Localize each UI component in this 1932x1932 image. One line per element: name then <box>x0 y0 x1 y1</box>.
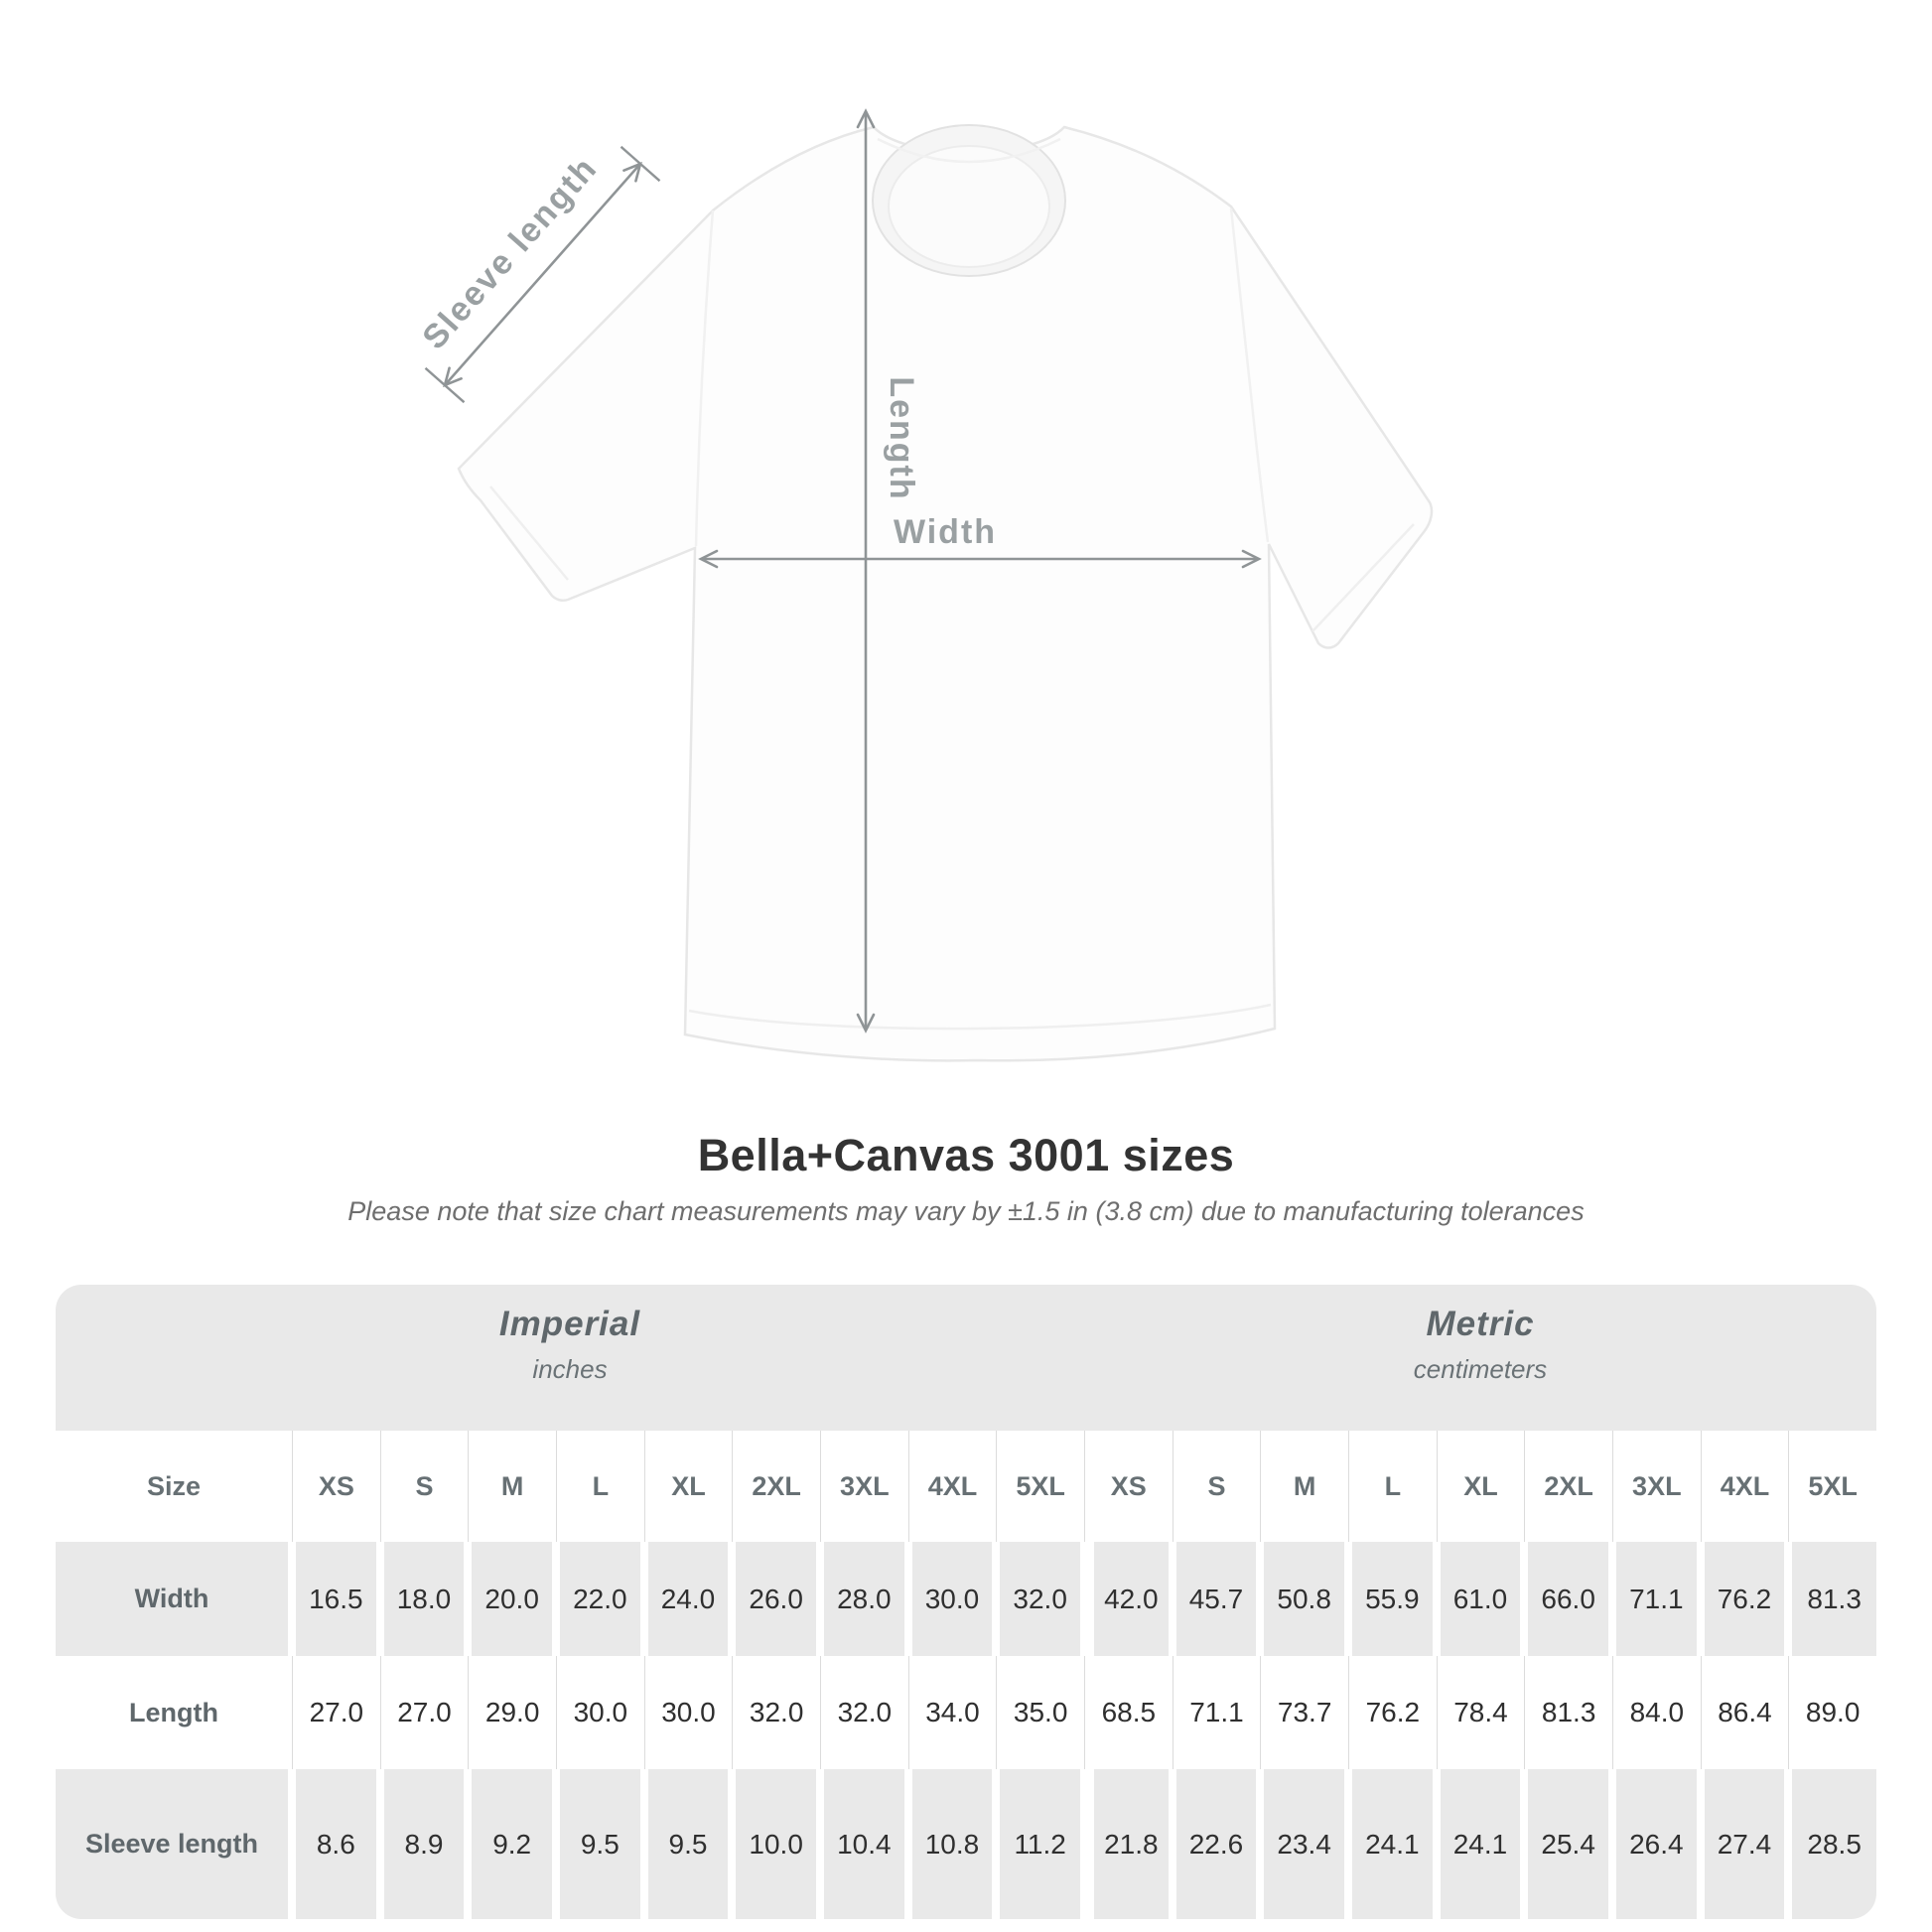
value-cell: 8.6 <box>292 1769 380 1919</box>
value-cell: 21.8 <box>1084 1769 1173 1919</box>
tolerance-note: Please note that size chart measurements may vary by ±1.5 in (3.8 cm) due to manufacturing tolerances <box>347 1196 1585 1226</box>
value-cell: 55.9 <box>1348 1542 1437 1656</box>
value-cell: 66.0 <box>1524 1542 1612 1656</box>
size-header-cell: 4XL <box>908 1431 997 1542</box>
value-cell: 16.5 <box>292 1542 380 1656</box>
size-header-cell: 3XL <box>820 1431 908 1542</box>
table-row <box>56 1769 1876 1919</box>
size-table-rows <box>56 1431 1876 1919</box>
value-cell: 9.5 <box>556 1769 644 1919</box>
size-header-cell: 4XL <box>1701 1431 1789 1542</box>
size-header-cell: M <box>468 1431 556 1542</box>
value-cell: 61.0 <box>1437 1542 1525 1656</box>
metric-unit-label: centimeters <box>1413 1354 1548 1384</box>
row-label: Length <box>56 1656 292 1769</box>
table-row <box>56 1431 1876 1542</box>
value-cell: 71.1 <box>1612 1542 1701 1656</box>
value-cell: 81.3 <box>1788 1542 1876 1656</box>
value-cell: 29.0 <box>468 1656 556 1769</box>
value-cell: 78.4 <box>1437 1656 1525 1769</box>
size-header-cell: XS <box>292 1431 380 1542</box>
size-header-cell: XL <box>1437 1431 1525 1542</box>
value-cell: 23.4 <box>1260 1769 1348 1919</box>
value-cell: 42.0 <box>1084 1542 1173 1656</box>
value-cell: 81.3 <box>1524 1656 1612 1769</box>
value-cell: 35.0 <box>996 1656 1084 1769</box>
sleeve-arrow-end-cap <box>621 147 660 181</box>
size-header-cell: 2XL <box>1524 1431 1612 1542</box>
size-header-cell: 5XL <box>996 1431 1084 1542</box>
metric-section-header <box>1084 1285 1876 1431</box>
width-label: Width <box>893 513 998 551</box>
value-cell: 27.4 <box>1701 1769 1789 1919</box>
value-cell: 76.2 <box>1348 1656 1437 1769</box>
size-header-cell: S <box>1173 1431 1261 1542</box>
imperial-label: Imperial <box>498 1305 641 1343</box>
value-cell: 24.1 <box>1348 1769 1437 1919</box>
value-cell: 22.6 <box>1173 1769 1261 1919</box>
row-label: Width <box>56 1542 292 1656</box>
page-title: Bella+Canvas 3001 sizes <box>697 1130 1235 1180</box>
value-cell: 71.1 <box>1173 1656 1261 1769</box>
size-table-card <box>56 1285 1876 1919</box>
length-label: Length <box>883 376 920 501</box>
value-cell: 9.5 <box>644 1769 733 1919</box>
value-cell: 32.0 <box>732 1656 820 1769</box>
imperial-unit-label: inches <box>532 1354 608 1384</box>
value-cell: 26.0 <box>732 1542 820 1656</box>
size-header-cell: 3XL <box>1612 1431 1701 1542</box>
units-header-band <box>56 1285 1876 1431</box>
value-cell: 24.0 <box>644 1542 733 1656</box>
value-cell: 20.0 <box>468 1542 556 1656</box>
tshirt-graphic <box>459 125 1432 1060</box>
table-row <box>56 1656 1876 1769</box>
value-cell: 30.0 <box>556 1656 644 1769</box>
value-cell: 18.0 <box>380 1542 469 1656</box>
size-header-cell: XL <box>644 1431 733 1542</box>
value-cell: 26.4 <box>1612 1769 1701 1919</box>
value-cell: 22.0 <box>556 1542 644 1656</box>
value-cell: 89.0 <box>1788 1656 1876 1769</box>
size-header-cell: S <box>380 1431 469 1542</box>
size-header-cell: L <box>1348 1431 1437 1542</box>
value-cell: 34.0 <box>908 1656 997 1769</box>
value-cell: 68.5 <box>1084 1656 1173 1769</box>
imperial-section-header <box>56 1285 1084 1431</box>
size-row-header: Size <box>56 1431 292 1542</box>
value-cell: 8.9 <box>380 1769 469 1919</box>
value-cell: 9.2 <box>468 1769 556 1919</box>
value-cell: 84.0 <box>1612 1656 1701 1769</box>
value-cell: 27.0 <box>292 1656 380 1769</box>
value-cell: 76.2 <box>1701 1542 1789 1656</box>
value-cell: 30.0 <box>908 1542 997 1656</box>
value-cell: 10.8 <box>908 1769 997 1919</box>
value-cell: 28.5 <box>1788 1769 1876 1919</box>
sleeve-arrow-end-cap <box>426 368 465 402</box>
value-cell: 86.4 <box>1701 1656 1789 1769</box>
table-row <box>56 1542 1876 1656</box>
size-header-cell: XS <box>1084 1431 1173 1542</box>
value-cell: 10.4 <box>820 1769 908 1919</box>
size-header-cell: 5XL <box>1788 1431 1876 1542</box>
value-cell: 27.0 <box>380 1656 469 1769</box>
value-cell: 25.4 <box>1524 1769 1612 1919</box>
value-cell: 32.0 <box>996 1542 1084 1656</box>
value-cell: 73.7 <box>1260 1656 1348 1769</box>
collar-rib <box>889 146 1049 267</box>
size-header-cell: M <box>1260 1431 1348 1542</box>
sleeve-length-label: Sleeve length <box>415 149 606 357</box>
value-cell: 50.8 <box>1260 1542 1348 1656</box>
value-cell: 11.2 <box>996 1769 1084 1919</box>
value-cell: 32.0 <box>820 1656 908 1769</box>
value-cell: 10.0 <box>732 1769 820 1919</box>
metric-label: Metric <box>1426 1305 1535 1343</box>
value-cell: 30.0 <box>644 1656 733 1769</box>
value-cell: 28.0 <box>820 1542 908 1656</box>
size-header-cell: L <box>556 1431 644 1542</box>
value-cell: 24.1 <box>1437 1769 1525 1919</box>
value-cell: 45.7 <box>1173 1542 1261 1656</box>
row-label: Sleeve length <box>56 1769 292 1919</box>
size-header-cell: 2XL <box>732 1431 820 1542</box>
